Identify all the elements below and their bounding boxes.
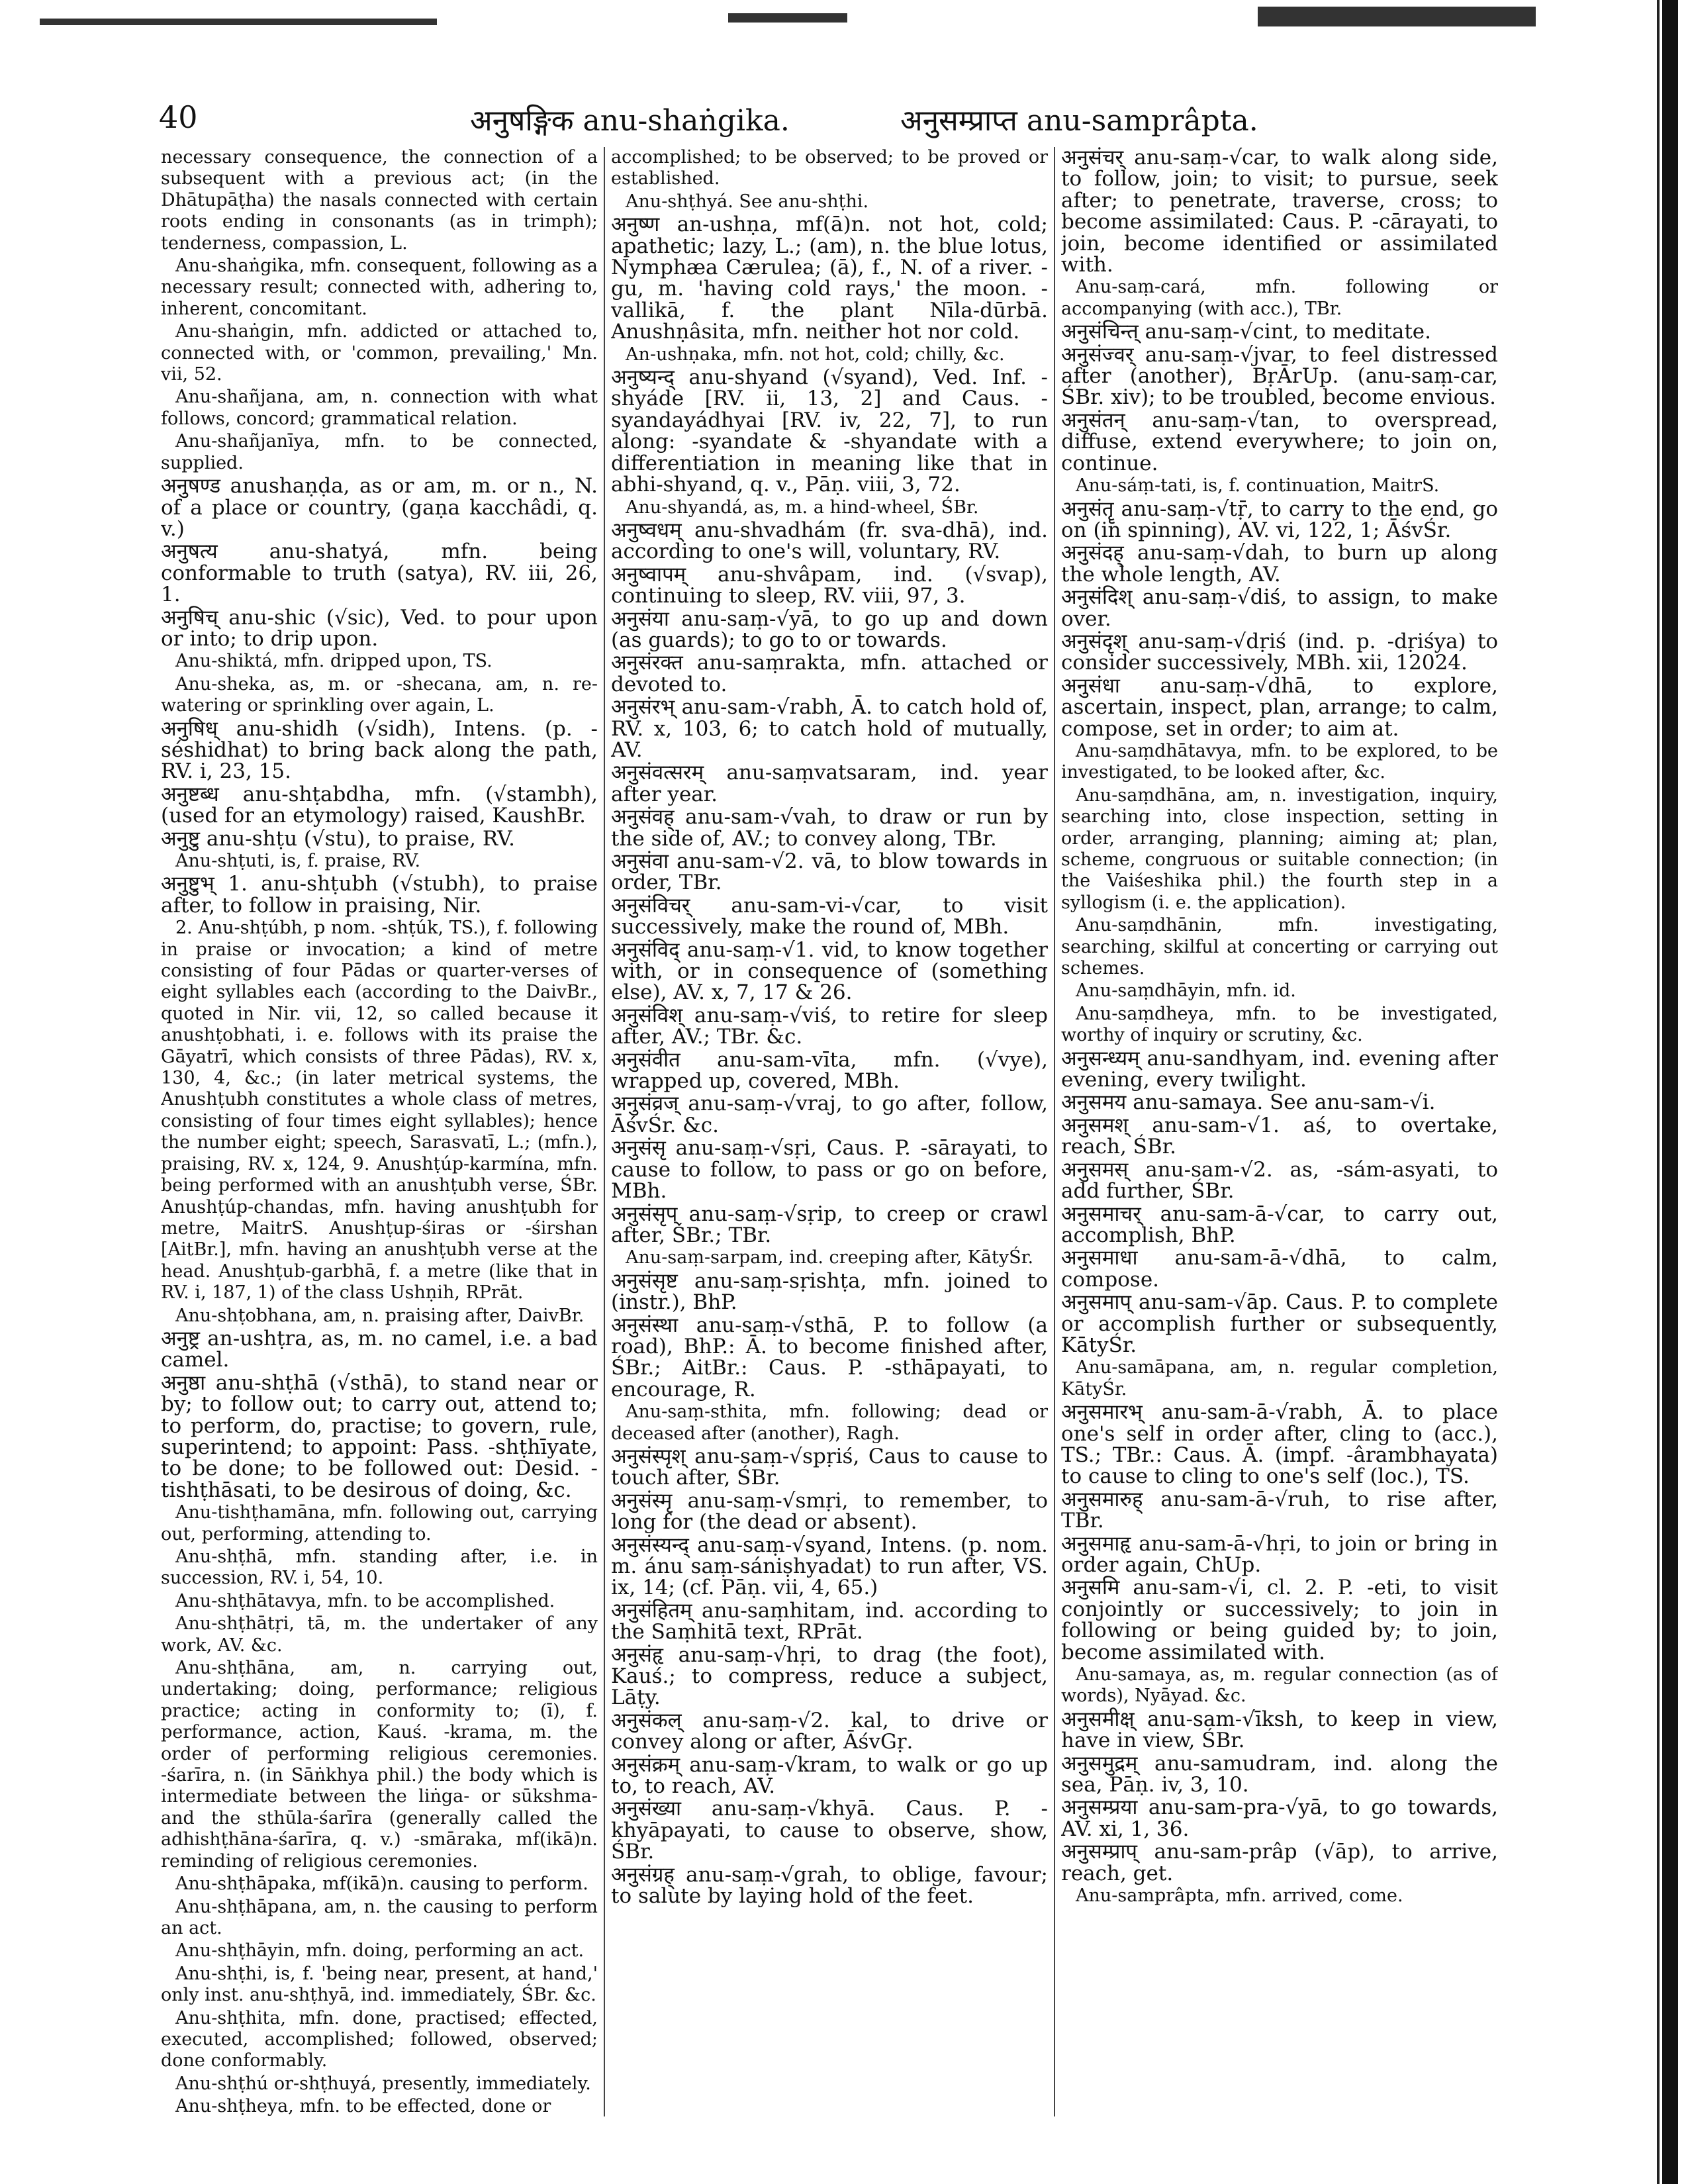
dictionary-entry: अनुष्वापम् anu-shvâpam, ind. (√svap), continuing to sleep, RV. viii, 97, 3. <box>611 562 1048 608</box>
dictionary-entry: अनुसंव्रज् anu-saṃ-√vraj, to go after, follow, ĀśvŚr. &c. <box>611 1092 1048 1137</box>
dictionary-entry: अनुसंवत्सरम् anu-saṃvatsaram, ind. year after year. <box>611 761 1048 806</box>
dictionary-entry: अनुसंधा anu-saṃ-√dhā, to explore, ascertain, inspect, plan, arrange; to calm, compose, set in order; to aim at. <box>1061 673 1498 741</box>
dictionary-entry: अनुसंस्यन्द् anu-saṃ-√syand, Intens. (p. nom. m. ánu saṃ-sániṣhyadat) to run after, VS. ix, 14; (cf. Pāṇ. vii, 4, 65.) <box>611 1533 1048 1600</box>
dictionary-entry: अनुसंविद् anu-saṃ-√1. vid, to know together with, or in consequence of (something else), AV. x, 7, 17 & 26. <box>611 937 1048 1005</box>
dictionary-entry: Anu-saṃdhānin, mfn. investigating, searching, skilful at concerting or carrying out schemes. <box>1061 915 1498 979</box>
dictionary-entry: Anu-samāpana, am, n. regular completion, KātyŚr. <box>1061 1357 1498 1400</box>
column-divider-2 <box>1054 147 1055 2116</box>
dictionary-entry: अनुसमस् anu-sam-√2. as, -sám-asyati, to add further, ŚBr. <box>1061 1157 1498 1204</box>
dictionary-entry: अनुषण्ड anushaṇḍa, as or am, m. or n., N. of a place or country, (gaṇa kacchâdi, q. v.) <box>161 474 598 541</box>
dictionary-entry: अनुसमारुह् anu-sam-ā-√ruh, to rise after, TBr. <box>1061 1487 1498 1533</box>
dictionary-entry: Anu-samprâpta, mfn. arrived, come. <box>1076 1885 1403 1907</box>
dictionary-entry: अनुसंतॄ anu-saṃ-√tṝ, to carry to the end, go on (in spinning), AV. vi, 122, 1; ĀśvŚr. <box>1061 497 1498 542</box>
column-2 <box>611 147 1048 2120</box>
dictionary-entry: Anu-shṭhātavya, mfn. to be accomplished. <box>175 1590 555 1611</box>
dictionary-entry: अनुसंदिश् anu-saṃ-√diś, to assign, to make over. <box>1061 585 1498 631</box>
dictionary-entry: अनुसंस्मृ anu-saṃ-√smṛi, to remember, to long for (the dead or absent). <box>611 1488 1048 1535</box>
dictionary-entry: अनुसंग्रह् anu-saṃ-√grah, to oblige, favour; to salute by laying hold of the feet. <box>611 1862 1048 1909</box>
dictionary-entry: अनुसमाहृ anu-sam-ā-√hṛi, to join or bring in order again, ChUp. <box>1061 1531 1498 1577</box>
dictionary-entry: Anu-shyandá, as, m. a hind-wheel, ŚBr. <box>626 497 979 518</box>
dictionary-entry: Anu-shaṅgin, mfn. addicted or attached to, connected with, or 'common, prevailing,' Mn. vii, 52. <box>161 321 598 385</box>
dictionary-entry: अनुष्यन्द् anu-shyand (√syand), Ved. Inf. -shyáde [RV. ii, 13, 2] and Caus. -syandayádhyai [RV. iv, 22, 7], to run along: -syandate & -shyandate with a differentiation in meaning like that in abhi-shyand, q. v., Pāṇ. viii, 3, 72. <box>611 365 1048 497</box>
column-divider-1 <box>604 147 605 2116</box>
dictionary-entry: Anu-tishṭhamāna, mfn. following out, carrying out, performing, attending to. <box>161 1502 598 1544</box>
dictionary-entry: Anu-saṃdhāyin, mfn. id. <box>1076 980 1296 1002</box>
dictionary-entry: An-ushṇaka, mfn. not hot, cold; chilly, &c. <box>626 344 1005 365</box>
dictionary-entry: अनुसंज्वर् anu-saṃ-√jvar, to feel distressed after (another), BṛĀrUp. (anu-saṃ-car, ŚBr. xiv); to be troubled, become envious. <box>1061 342 1498 410</box>
dictionary-entry: अनुसंस्पृश् anu-saṃ-√spṛiś, Caus to cause to touch after, ŚBr. <box>611 1444 1048 1490</box>
column-1 <box>161 147 598 2120</box>
dictionary-entry: Anu-shṭobhana, am, n. praising after, DaivBr. <box>175 1305 585 1326</box>
dictionary-entry: अनुसंसृष्ट anu-saṃ-sṛishṭa, mfn. joined to (instr.), BhP. <box>611 1268 1048 1315</box>
dictionary-entry: Anu-shṭhātṛi, tā, m. the undertaker of any work, AV. &c. <box>161 1613 598 1656</box>
dictionary-entry: Anu-sáṃ-tati, is, f. continuation, MaitrS. <box>1076 475 1440 497</box>
dictionary-entry: अनुसंदह् anu-saṃ-√dah, to burn up along the whole length, AV. <box>1061 541 1498 587</box>
dictionary-entry: अनुसंहितम् anu-saṃhitam, ind. according to the Saṃhitā text, RPrāt. <box>611 1598 1048 1644</box>
dictionary-entry: Anu-shṭhā, mfn. standing after, i.e. in succession, RV. i, 54, 10. <box>161 1546 598 1589</box>
dictionary-entry: Anu-shṭheya, mfn. to be effected, done or <box>175 2096 551 2117</box>
dictionary-entry: Anu-shṭhāpaka, mf(ikā)n. causing to perform. <box>175 1874 588 1895</box>
dictionary-entry: अनुष्वधम् anu-shvadhám (fr. sva-dhā), ind. according to one's will, voluntary, RV. <box>611 518 1048 564</box>
dictionary-entry: Anu-saṃdheya, mfn. to be investigated, worthy of inquiry or scrutiny, &c. <box>1061 1003 1498 1046</box>
dictionary-entry: Anu-shṭhyá. See anu-shṭhi. <box>626 191 869 212</box>
dictionary-entry: अनुसंक्रम् anu-saṃ-√kram, to walk or go up to, to reach, AV. <box>611 1752 1048 1799</box>
dictionary-entry: अनुसंरभ् anu-sam-√rabh, Ā. to catch hold of, RV. x, 103, 6; to catch hold of mutually, AV. <box>611 695 1048 762</box>
dictionary-entry: Anu-saṃdhātavya, mfn. to be explored, to be investigated, to be looked after, &c. <box>1061 740 1498 783</box>
dictionary-entry: Anu-shṭuti, is, f. praise, RV. <box>175 851 421 871</box>
dictionary-entry: अनुसंविचर् anu-sam-vi-√car, to visit successively, make the round of, MBh. <box>611 893 1048 939</box>
dictionary-entry: अनुष्टु anu-shṭu (√stu), to praise, RV. <box>161 826 515 851</box>
dictionary-entry: अनुसंवा anu-sam-√2. vā, to blow towards in order, TBr. <box>611 849 1048 895</box>
dictionary-entry: Anu-shṭhi, is, f. 'being near, present, at hand,' only inst. anu-shṭhyā, ind. immediately, ŚBr. &c. <box>161 1963 598 2006</box>
dictionary-entry: Anu-shṭhāpana, am, n. the causing to perform an act. <box>161 1896 598 1938</box>
dictionary-entry: अनुसमीक्ष् anu-sam-√īksh, to keep in view, have in view, ŚBr. <box>1061 1707 1498 1753</box>
dictionary-entry: अनुसमाधा anu-sam-ā-√dhā, to calm, compose. <box>1061 1246 1498 1292</box>
dictionary-entry: अनुसंया anu-saṃ-√yā, to go up and down (as guards); to go to or towards. <box>611 606 1048 652</box>
dictionary-entry: Anu-shañjana, am, n. connection with what follows, concord; grammatical relation. <box>161 387 598 429</box>
dictionary-entry: अनुसमश् anu-sam-√1. aś, to overtake, reach, ŚBr. <box>1061 1113 1498 1159</box>
dictionary-entry: अनुसंरक्त anu-saṃrakta, mfn. attached or devoted to. <box>611 651 1048 696</box>
dictionary-entry: अनुषत्य anu-shatyá, mfn. being conformable to truth (satya), RV. iii, 26, 1. <box>161 540 598 607</box>
dictionary-entry: अनुसमाचर् anu-sam-ā-√car, to carry out, accomplish, BhP. <box>1061 1202 1498 1247</box>
dictionary-entry: अनुषिच् anu-shic (√sic), Ved. to pour upon or into; to drip upon. <box>161 605 598 651</box>
dictionary-entry: Anu-saṃ-cará, mfn. following or accompanying (with acc.), TBr. <box>1061 277 1498 319</box>
dictionary-entry: अनुसन्ध्यम् anu-sandhyam, ind. evening after evening, every twilight. <box>1061 1046 1498 1092</box>
page-binding-edge <box>1662 0 1678 2184</box>
dictionary-entry: अनुसंस्था anu-saṃ-√sthā, P. to follow (a road), BhP.: Ā. to become finished after, ŚBr.; AitBr.: Caus. P. -sthāpayati, to encourage, R. <box>611 1313 1048 1401</box>
dictionary-entry: अनुसंचिन्त् anu-saṃ-√cint, to meditate. <box>1061 320 1432 344</box>
dictionary-entry: अनुसंसृप् anu-saṃ-√sṛip, to creep or crawl after, ŚBr.; TBr. <box>611 1202 1048 1247</box>
dictionary-entry: अनुसंवीत anu-sam-vīta, mfn. (√vye), wrapped up, covered, MBh. <box>611 1047 1048 1094</box>
dictionary-entry: अनुसमि anu-sam-√i, cl. 2. P. -eti, to visit conjointly or successively; to join in following or being guided by; to join, become assimilated with. <box>1061 1576 1498 1664</box>
scan-artifact-top-left <box>40 19 437 25</box>
page-number: 40 <box>159 99 198 135</box>
dictionary-entry: अनुसम्प्राप् anu-sam-prâp (√āp), to arrive, reach, get. <box>1061 1840 1498 1885</box>
dictionary-entry: Anu-samaya, as, m. regular connection (as of words), Nyāyad. &c. <box>1061 1664 1498 1707</box>
dictionary-entry: अनुसंचर् anu-saṃ-√car, to walk along side, to follow, join; to visit; to pursue, seek after; to penetrate, traverse, cross; to become assimilated: Caus. P. -cārayati, to join, become identified or assimilated with. <box>1061 147 1498 277</box>
dictionary-entry: अनुसमारभ् anu-sam-ā-√rabh, Ā. to place one's self in order after, cling to (acc.), TS.; TBr.: Caus. Ā. (impf. -ârambhayata) to cause to cling to one's self (loc.), TS. <box>1061 1400 1498 1489</box>
dictionary-entry: Anu-shaṅgika, mfn. consequent, following as a necessary result; connected with, adhering to, inherent, concomitant. <box>161 256 598 319</box>
dictionary-entry: अनुष्ठा anu-shṭhā (√sthā), to stand near or by; to follow out; to carry out, attend to; to perform, do, practise; to govern, rule, superintend; to appoint: Pass. -shṭhīyate, to be done; to be followed out: Desid. -tishṭhāsati, to be desirous of doing, &c. <box>161 1370 598 1502</box>
dictionary-entry: अनुसमाप् anu-sam-√āp. Caus. P. to complete or accomplish further or subsequently, KātyŚr. <box>1061 1290 1498 1357</box>
dictionary-entry: Anu-shañjanīya, mfn. to be connected, supplied. <box>161 431 598 473</box>
dictionary-entry: Anu-shṭhú or-shṭhuyá, presently, immediately. <box>175 2073 591 2094</box>
dictionary-entry: Anu-shṭhāyin, mfn. doing, performing an act. <box>175 1940 585 1962</box>
column-3 <box>1061 147 1498 2120</box>
page-binding-line <box>1657 0 1660 2184</box>
dictionary-entry: अनुष्टब्ध anu-shṭabdha, mfn. (√stambh), (used for an etymology) raised, KaushBr. <box>161 782 598 828</box>
dictionary-entry: Anu-shṭhāna, am, n. carrying out, undertaking; doing, performance; religious practice; acting in conformity to; (ī), f. performance, action, Kauś. -krama, m. the order of performing religious ceremonies. -śarīra, n. (in Sāṅkhya phil.) the body which is intermediate between the liṅga- or sūkshma- and the sthūla-śarīra (generally called the adhishṭhāna-śarīra, q. v.) -smāraka, mf(ikā)n. reminding of religious ceremonies. <box>161 1658 598 1872</box>
dictionary-entry: अनुसंदृश् anu-saṃ-√dṛiś (ind. p. -dṛiśya) to consider successively, MBh. xii, 12024. <box>1061 629 1498 675</box>
dictionary-entry: Anu-sheka, as, m. or -shecana, am, n. re-watering or sprinkling over again, L. <box>161 673 598 716</box>
dictionary-entry: Anu-shṭhita, mfn. done, practised; effected, executed, accomplished; followed, observed; done conformably. <box>161 2007 598 2071</box>
dictionary-entry: 2. Anu-shṭúbh, p nom. -shṭúk, TS.), f. following in praise or invocation; a kind of metre consisting of four Pādas or quarter-verses of eight syllables each (according to the DaivBr., quoted in Nir. vii, 12, so called because it anushṭobhati, i. e. follows with its praise the Gāyatrī, which consists of three Pādas), RV. x, 130, 4, &c.; (in later metrical systems, the Anushṭubh constitutes a whole class of metres, consisting of four times eight syllables); hence the number eight; speech, Sarasvatī, L.; (mfn.), praising, RV. x, 124, 9. Anushṭúp-karmína, mfn. being performed with an anushṭubh verse, ŚBr. Anushṭúp-chandas, mfn. having anushṭubh for metre, MaitrS. Anushṭup-śiras or -śirshan [AitBr.], mfn. having an anushṭubh verse at the head. Anushṭub-garbhā, f. a metre (like that in RV. i, 187, 1) of the class Ushṇih, RPrāt. <box>161 918 598 1304</box>
scan-artifact-top-right <box>1258 7 1536 26</box>
dictionary-entry: अनुसंसृ anu-saṃ-√sṛi, Caus. P. -sārayati, to cause to follow, to pass or go on before, MBh. <box>611 1136 1048 1204</box>
dictionary-entry: Anu-saṃdhāna, am, n. investigation, inquiry, searching into, close inspection, setting in order, arranging, planning; aiming at; plan, scheme, congruous or suitable connection; (in the Vaiśeshika phil.) the fourth step in a syllogism (i. e. the application). <box>1061 784 1498 913</box>
dictionary-entry: अनुष्ट्र an-ushṭra, as, m. no camel, i.e. a bad camel. <box>161 1326 598 1372</box>
dictionary-entry: Anu-saṃ-sthita, mfn. following; dead or deceased after (another), Ragh. <box>611 1401 1048 1444</box>
dictionary-entry: अनुसमुद्रम् anu-samudram, ind. along the sea, Pāṇ. iv, 3, 10. <box>1061 1751 1498 1797</box>
running-header <box>159 99 1509 139</box>
dictionary-entry: अनुसंकल् anu-saṃ-√2. kal, to drive or convey along or after, ĀśvGṛ. <box>611 1708 1048 1754</box>
dictionary-entry: अनुसंहृ anu-saṃ-√hṛi, to drag (the foot), Kauś.; to compress, reduce a subject, Lāṭy. <box>611 1642 1048 1710</box>
dictionary-entry: अनुसमय anu-samaya. See anu-sam-√i. <box>1061 1090 1436 1115</box>
dictionary-entry: अनुसंतन् anu-saṃ-√tan, to overspread, diffuse, extend everywhere; to join on, continue. <box>1061 408 1498 475</box>
scan-artifact-top-center <box>728 13 847 23</box>
dictionary-entry: अनुष्ण an-ushṇa, mf(ā)n. not hot, cold; apathetic; lazy, L.; (am), n. the blue lotus, Nymphæa Cærulea; (ā), f., N. of a river. -gu, m. 'having cold rays,' the moon. -vallikā, f. the plant Nīla-dūrbā. Anushṇâsita, mfn. neither hot nor cold. <box>611 213 1048 344</box>
dictionary-entry: accomplished; to be observed; to be proved or established. <box>611 147 1048 189</box>
dictionary-entry: necessary consequence, the connection of a subsequent with a previous act; (in the Dhātupāṭha) the nasals connected with certain roots ending in consonants (as in trimph); tenderness, compassion, L. <box>161 147 598 254</box>
dictionary-entry: अनुसंवह् anu-sam-√vah, to draw or run by the side of, AV.; to convey along, TBr. <box>611 805 1048 851</box>
dictionary-entry: अनुसम्प्रया anu-sam-pra-√yā, to go towards, AV. xi, 1, 36. <box>1061 1795 1498 1841</box>
dictionary-entry: Anu-shiktá, mfn. dripped upon, TS. <box>175 651 492 672</box>
right-headword: अनुसम्प्राप्त anu-samprâpta. <box>900 104 1258 138</box>
dictionary-entry: अनुष्टुभ् 1. anu-shṭubh (√stubh), to praise after, to follow in praising, Nir. <box>161 872 598 918</box>
dictionary-entry: Anu-saṃ-sarpam, ind. creeping after, KātyŚr. <box>626 1247 1034 1268</box>
dictionary-entry: अनुसंविश् anu-saṃ-√viś, to retire for sleep after, AV.; TBr. &c. <box>611 1003 1048 1049</box>
left-headword: अनुषङ्गिक anu-shaṅgika. <box>470 104 790 138</box>
dictionary-entry: अनुषिध् anu-shidh (√sidh), Intens. (p. -séshidhat) to bring back along the path, RV. i, 23, 15. <box>161 716 598 784</box>
dictionary-entry: अनुसंख्या anu-saṃ-√khyā. Caus. P. -khyāpayati, to cause to observe, show, ŚBr. <box>611 1797 1048 1864</box>
